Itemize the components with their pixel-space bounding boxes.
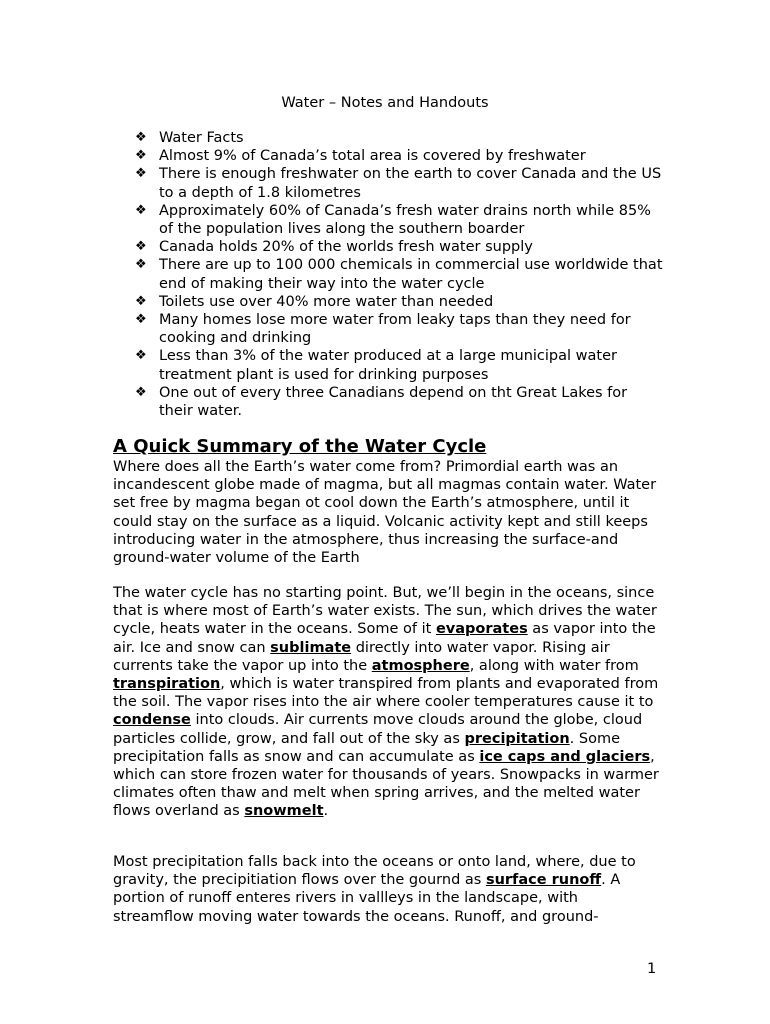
- list-item: ❖ Less than 3% of the water produced at a large municipal water treatment plant is used for drinking purposes: [135, 348, 617, 383]
- diamond-bullet-icon: ❖: [135, 257, 147, 273]
- diamond-bullet-icon: ❖: [135, 130, 147, 145]
- diamond-bullet-icon: ❖: [135, 202, 147, 218]
- term-ice-caps-and-glaciers: ice caps and glaciers: [479, 748, 651, 765]
- water-facts-list: [135, 129, 665, 420]
- page-number: 1: [647, 961, 657, 977]
- list-item: ❖ Toilets use over 40% more water than needed: [135, 293, 494, 310]
- list-item: ❖ There is enough freshwater on the earth to cover Canada and the US to a depth of 1.8 kilometres: [135, 166, 662, 201]
- list-item: ❖ There are up to 100 000 chemicals in commercial use worldwide that end of making their way into the water cycle: [135, 257, 663, 292]
- list-item: ❖ Water Facts: [135, 130, 244, 146]
- list-item: ❖ Many homes lose more water from leaky taps than they need for cooking and drinking: [135, 312, 631, 347]
- list-item: ❖ Canada holds 20% of the worlds fresh water supply: [135, 239, 533, 256]
- paragraph-origin: Where does all the Earth’s water come from? Primordial earth was an incandescent globe made of magma, but all magmas contain water. Water set free by magma began ot cool down the Earth’s atmosphere, until it could stay on the surface as a liquid. Volcanic activity kept and still keeps introducing water in the atmosphere, thus increasing the surface-and ground-water volume of the Earth: [113, 459, 657, 567]
- list-item: ❖ Approximately 60% of Canada’s fresh water drains north while 85% of the population lives along the southern boarder: [135, 202, 651, 238]
- diamond-bullet-icon: ❖: [135, 384, 147, 400]
- diamond-bullet-icon: ❖: [135, 166, 147, 182]
- diamond-bullet-icon: ❖: [135, 293, 147, 309]
- paragraph-water-cycle: The water cycle has no starting point. But, we’ll begin in the oceans, since that is where most of Earth’s water exists. The sun, which drives the water cycle, heats water in the oceans. Some of it evaporates as vapor into the air. Ice and snow can sublimate directly into water vapor. Rising air currents take the vapor up into the atmosphere, along with water from transpiration, which is water transpired from plants and evaporated from the soil. The vapor rises into the air where cooler temperatures cause it to condense into clouds. Air currents move clouds around the globe, cloud particles collide, grow, and fall out of the sky as precipitation. Some precipitation falls as snow and can accumulate as ice caps and glaciers, which can store frozen water for thousands of years. Snowpacks in warmer climates often thaw and melt when spring arrives, and the melted water flows overland as snowmelt.: [113, 585, 659, 820]
- diamond-bullet-icon: ❖: [135, 148, 147, 164]
- term-transpiration: transpiration: [113, 676, 221, 693]
- term-condense: condense: [113, 712, 191, 729]
- term-sublimate: sublimate: [270, 639, 352, 656]
- list-item: ❖ Almost 9% of Canada’s total area is covered by freshwater: [135, 148, 586, 165]
- diamond-bullet-icon: ❖: [135, 239, 147, 255]
- term-precipitation: precipitation: [464, 730, 570, 747]
- term-surface-runoff: surface runoff: [485, 872, 602, 889]
- diamond-bullet-icon: ❖: [135, 312, 147, 328]
- paragraph-runoff: Most precipitation falls back into the oceans or onto land, where, due to gravity, the precipitiation flows over the gournd as surface runoff. A portion of runoff enteres rivers in vallleys in the landscape, with streamflow moving water towards the oceans. Runoff, and ground-: [113, 854, 636, 925]
- section-heading: A Quick Summary of the Water Cycle: [113, 436, 487, 457]
- term-evaporates: evaporates: [435, 621, 528, 638]
- term-atmosphere: atmosphere: [371, 657, 470, 674]
- diamond-bullet-icon: ❖: [135, 348, 147, 364]
- list-item: ❖ One out of every three Canadians depend on tht Great Lakes for their water.: [135, 384, 628, 420]
- document-title: Water – Notes and Handouts: [281, 95, 489, 111]
- term-snowmelt: snowmelt: [244, 803, 324, 820]
